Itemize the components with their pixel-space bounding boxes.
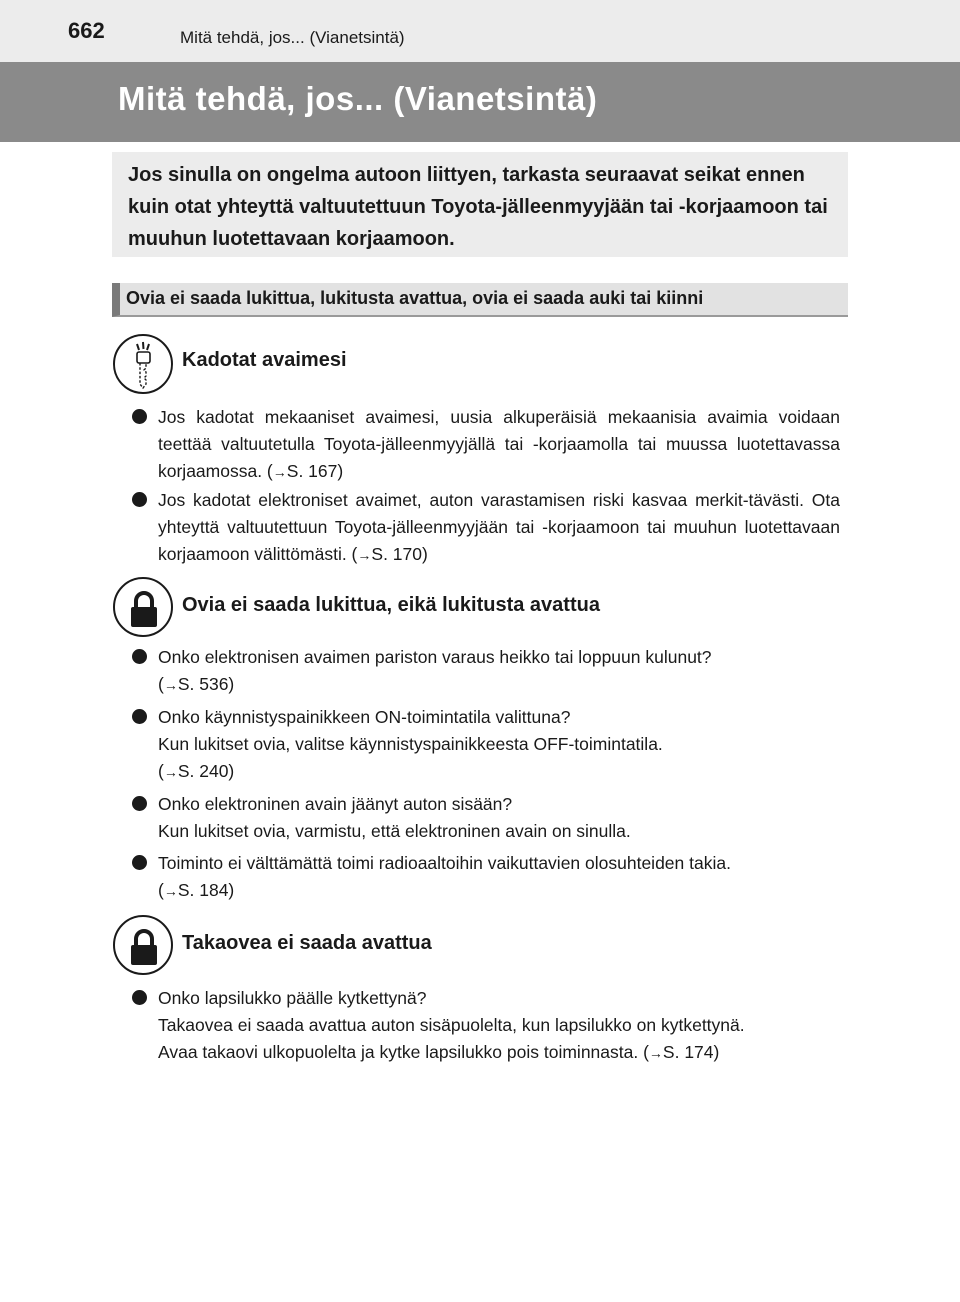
page-reference: S. 167) <box>286 461 344 481</box>
bullet-text: Toiminto ei välttämättä toimi radioaaltoihin vaikuttavien olosuhteiden takia. (→S. 184) <box>158 853 731 900</box>
bullet-text: Onko elektronisen avaimen pariston varaus heikko tai loppuun kulunut? (→S. 536) <box>158 647 712 694</box>
page-reference: S. 170) <box>371 544 428 564</box>
bullet-text: Onko elektroninen avain jäänyt auton sisään? Kun lukitset ovia, varmistu, että elektroninen avain on sinulla. <box>158 794 631 841</box>
intro-box <box>112 152 848 257</box>
bullet-text: Onko lapsilukko päälle kytkettynä? Takaovea ei saada avattua auton sisäpuolelta, kun lapsilukko on kytkettynä. Avaa takaovi ulkopuolelta ja kytke lapsilukko pois toiminnasta. (→S. 174) <box>158 988 745 1062</box>
lock-icon-graphic <box>115 579 175 639</box>
bullet-dot <box>132 409 147 424</box>
bullet-dot <box>132 990 147 1005</box>
lock-icon <box>113 915 173 975</box>
arrow-icon: → <box>163 883 178 899</box>
bullet-dot <box>132 492 147 507</box>
bullet-dot <box>132 649 147 664</box>
page-reference: S. 174) <box>662 1042 720 1062</box>
bullet-text: Onko käynnistyspainikkeen ON-toimintatila valittuna? Kun lukitset ovia, valitse käynnistyspainikkeesta OFF-toimintatila. (→S. 240) <box>158 707 663 781</box>
list-item <box>132 850 840 905</box>
bullet-dot <box>132 796 147 811</box>
bullet-text: Jos kadotat mekaaniset avaimesi, uusia alkuperäisiä mekaanisia avaimia voidaan teettää valtuutetulla Toyota-jälleenmyyjällä tai -korjaamolla tai muussa luotettavassa korjaamossa. (→S. 167) <box>158 407 840 481</box>
section-heading <box>112 283 848 317</box>
page-reference: S. 184) <box>177 880 235 900</box>
bullet-dot <box>132 709 147 724</box>
arrow-icon: → <box>648 1045 663 1061</box>
page-reference: S. 240) <box>177 761 235 781</box>
list-item <box>132 487 840 569</box>
page-reference: S. 536) <box>177 674 235 694</box>
lock-icon <box>113 577 173 637</box>
key-icon-graphic <box>115 336 175 396</box>
list-item <box>132 985 840 1067</box>
page-title: Mitä tehdä, jos... (Vianetsintä) <box>118 80 598 117</box>
arrow-icon: → <box>163 677 178 693</box>
running-title: Mitä tehdä, jos... (Vianetsintä) <box>180 28 405 47</box>
section-title: Ovia ei saada lukittua, lukitusta avattua, ovia ei saada auki tai kiinni <box>126 288 704 308</box>
list-item <box>132 644 840 699</box>
arrow-icon: → <box>272 464 287 480</box>
arrow-icon: → <box>163 764 178 780</box>
subsection-title-rear-door: Takaovea ei saada avattua <box>182 932 432 954</box>
page-header <box>0 0 960 62</box>
arrow-icon: → <box>357 547 372 563</box>
key-icon <box>113 334 173 394</box>
title-band <box>0 62 960 142</box>
subsection-title-lost-keys: Kadotat avaimesi <box>182 349 347 371</box>
bullet-dot <box>132 855 147 870</box>
list-item <box>132 404 840 486</box>
list-item <box>132 704 840 786</box>
lock-icon-graphic <box>115 917 175 977</box>
subsection-title-lock-unlock: Ovia ei saada lukittua, eikä lukitusta avattua <box>182 594 600 616</box>
intro-text: Jos sinulla on ongelma autoon liittyen, tarkasta seuraavat seikat ennen kuin otat yhteyttä valtuutettuun Toyota-jälleenmyyjään tai -korjaamoon tai muuhun luotettavaan korjaamoon. <box>128 164 828 250</box>
bullet-text: Jos kadotat elektroniset avaimet, auton varastamisen riski kasvaa merkit-tävästi. Ota yhteyttä valtuutettuun Toyota-jälleenmyyjään tai -korjaamoon tai muuhun luotettavaan korjaamoon välittömästi. (→S. 170) <box>158 490 840 564</box>
list-item <box>132 791 840 845</box>
page-number: 662 <box>68 18 105 43</box>
